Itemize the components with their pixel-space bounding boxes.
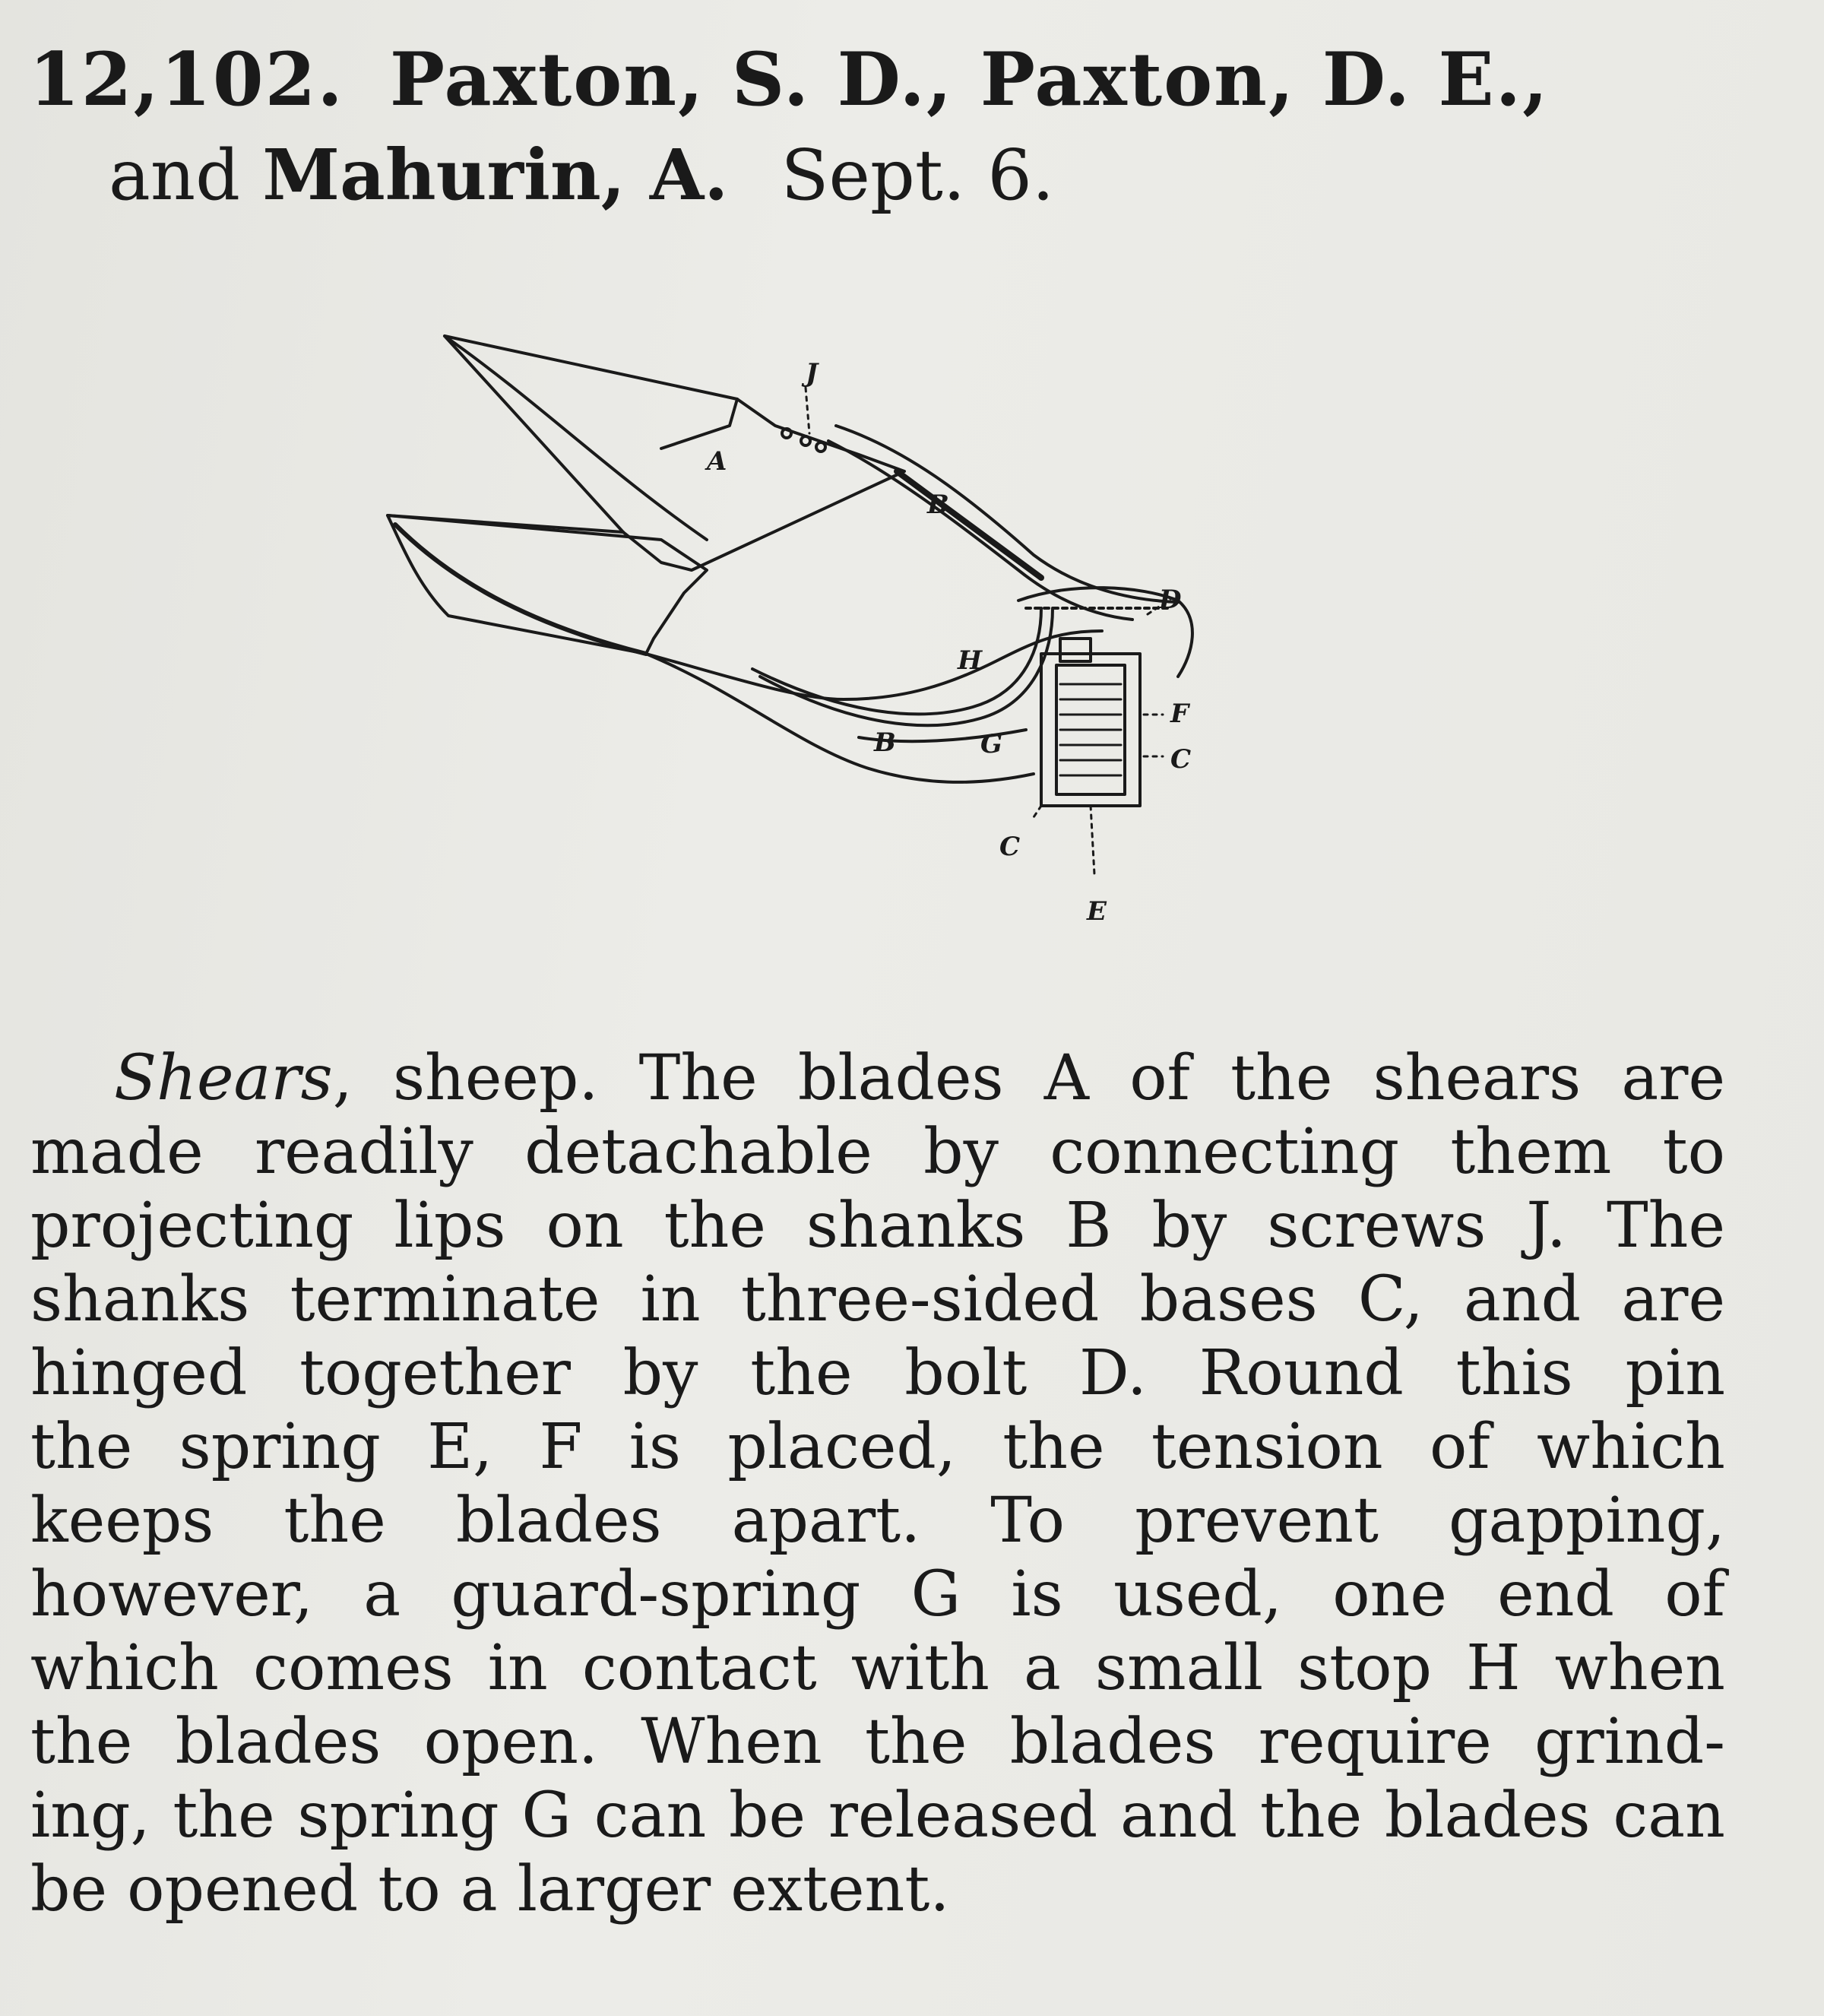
author-last: Mahurin, A. xyxy=(262,134,729,216)
upper-shank xyxy=(836,426,1178,602)
lower-blade xyxy=(388,515,707,654)
text-line-last: be opened to a larger extent. xyxy=(30,1853,950,1926)
label-G: G xyxy=(980,729,1003,759)
label-B-upper: B xyxy=(927,490,949,520)
label-B-lower: B xyxy=(874,727,896,758)
text-line: which comes in contact with a small stop H when xyxy=(30,1632,1725,1704)
patent-number: 12,102. xyxy=(29,36,344,122)
text-line: the blades open. When the blades require grind- xyxy=(30,1706,1725,1778)
text-line: the spring E, F is placed, the tension of which xyxy=(30,1411,1725,1483)
authors-line: Paxton, S. D., Paxton, D. E., xyxy=(389,36,1550,122)
header-line-1 xyxy=(29,30,1762,129)
first-line-rest: , sheep. The blades A of the shears are xyxy=(332,1042,1725,1114)
text-line: keeps the blades apart. To prevent gapping, xyxy=(30,1485,1725,1557)
text-line: however, a guard-spring G is used, one end of xyxy=(30,1558,1725,1631)
label-J: J xyxy=(806,358,819,388)
shears-drawing xyxy=(372,319,1436,973)
text-line: projecting lips on the shanks B by screws J. The xyxy=(30,1190,1725,1262)
text-line: hinged together by the bolt D. Round this pin xyxy=(30,1337,1725,1409)
label-H: H xyxy=(958,645,983,676)
upper-blade xyxy=(445,336,904,570)
and-word: and xyxy=(109,135,240,216)
header-line-2 xyxy=(109,129,1762,221)
patent-header xyxy=(29,30,1762,221)
label-F: F xyxy=(1170,699,1189,729)
text-line: ing, the spring G can be released and the blades can xyxy=(30,1780,1725,1852)
text-line: shanks terminate in three-sided bases C, and are xyxy=(30,1263,1725,1336)
italic-word: Shears xyxy=(114,1042,333,1114)
shears-illustration xyxy=(372,319,1436,973)
label-E: E xyxy=(1087,896,1107,927)
label-A: A xyxy=(707,446,727,477)
label-D: D xyxy=(1159,585,1182,615)
lower-shank xyxy=(646,631,1102,699)
patent-date: Sept. 6. xyxy=(781,135,1055,216)
description-text xyxy=(30,1041,1725,1926)
label-C-lower: C xyxy=(999,832,1021,862)
label-C-right: C xyxy=(1170,744,1192,775)
text-line-1 xyxy=(30,1041,1725,1115)
text-line: made readily detachable by connecting them to xyxy=(30,1116,1725,1188)
